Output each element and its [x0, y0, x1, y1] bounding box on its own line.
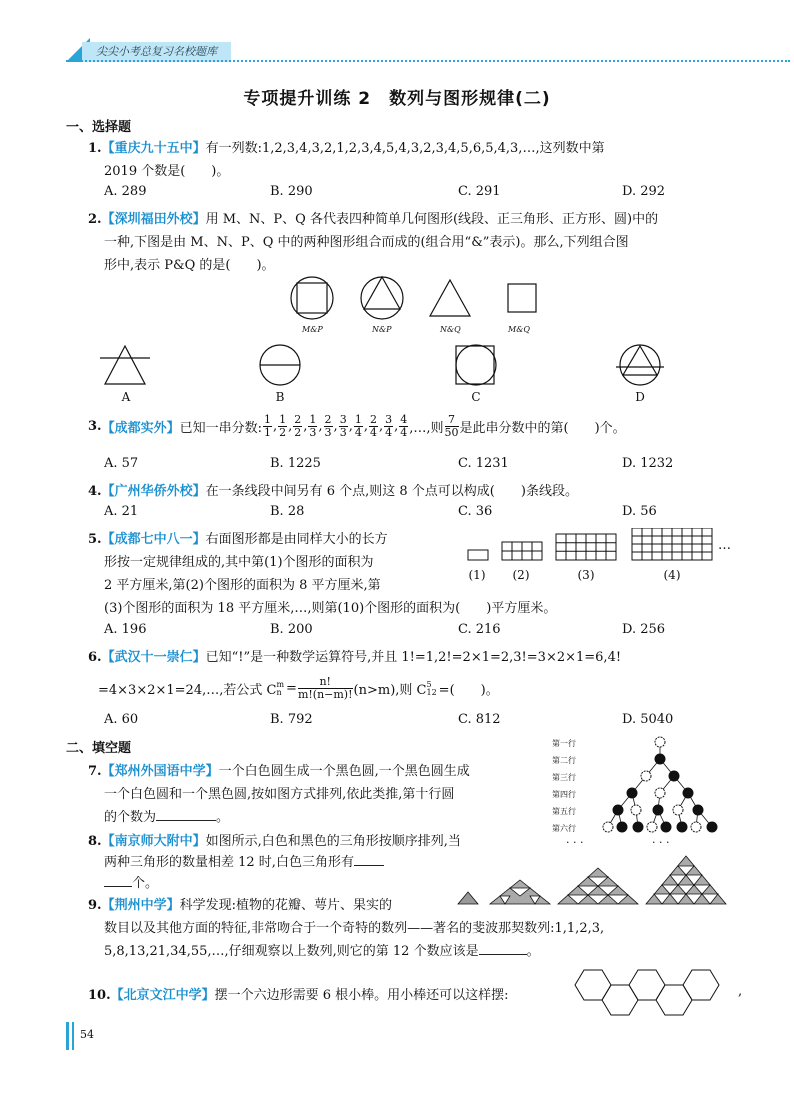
q2-option-d: D: [635, 390, 645, 404]
q6-text2c: =( )。: [438, 683, 499, 698]
triangle-shape: [430, 280, 470, 316]
q7-ellipsis-left: · · ·: [566, 836, 584, 849]
q7-answer-blank[interactable]: [156, 808, 216, 821]
q7-row-3: 第三行: [552, 773, 576, 782]
q10-source: 【北京文江中学】: [110, 988, 215, 1003]
q10-line1: [88, 984, 509, 1003]
q3-source: 【成都实外】: [101, 421, 180, 436]
black-circle: [653, 805, 663, 815]
white-circle: [655, 788, 665, 798]
section-fill-heading: 二、填空题: [66, 741, 132, 756]
q1-option-c: C. 291: [458, 184, 501, 199]
q6-text1: 已知“!”是一种数学运算符号,并且 1!=1,2!=2×1=2,3!=3×2×1=6,4!: [205, 650, 622, 665]
q3-option-c: C. 1231: [458, 456, 509, 471]
fig1-rect: [468, 550, 488, 560]
q1-source: 【重庆九十五中】: [101, 141, 206, 156]
fraction: $\frac{1}{1}$: [263, 413, 271, 439]
q6-option-d: D. 5040: [622, 712, 674, 727]
black-circle: [627, 788, 637, 798]
black-circle: [707, 822, 717, 832]
q7-row-2: 第二行: [552, 756, 576, 765]
black-circle: [661, 822, 671, 832]
fig-m-and-q: [508, 284, 536, 312]
q5-number: 5.: [88, 532, 102, 547]
hexagon: [575, 970, 611, 1000]
q8-line2: [104, 851, 384, 870]
q3-option-d: D. 1232: [622, 456, 674, 471]
square-shape: [508, 284, 536, 312]
q6-option-b: B. 792: [270, 712, 313, 727]
q8-answer-blank-b[interactable]: [104, 874, 132, 887]
white-circle: [647, 822, 657, 832]
fraction: $\frac{2}{2}$: [294, 413, 302, 439]
q6-sub-12: 12: [426, 687, 437, 697]
q5-line1: [88, 528, 388, 547]
q5-option-a: A. 196: [104, 622, 147, 637]
q6-eq: =: [286, 681, 297, 696]
hexagon: [656, 985, 692, 1015]
q8-line1: [88, 830, 461, 849]
hexagon: [602, 985, 638, 1015]
black-circle: [669, 771, 679, 781]
white-circle: [691, 822, 701, 832]
option-c-figure: [456, 345, 496, 385]
q8-end: 个。: [132, 876, 159, 891]
q8-text1: 如图所示,白色和黑色的三角形按顺序排列,当: [205, 834, 461, 849]
q7-text3: 的个数为: [104, 810, 157, 825]
circle-shape: [620, 345, 660, 385]
q2-line2: 一种,下图是由 M、N、P、Q 中的两种图形组合而成的(组合用“&”表示)。那么,下列组合图: [104, 235, 629, 250]
section-choice-heading: 一、选择题: [66, 120, 132, 135]
q2-text1: 用 M、N、P、Q 各代表四种简单几何图形(线段、正三角形、正方形、圆)中的: [205, 212, 659, 227]
q4-number: 4.: [88, 484, 102, 499]
footer-bar: [66, 1022, 69, 1050]
q1-option-d: D. 292: [622, 184, 666, 199]
fraction: $\frac{3}{3}$: [339, 413, 347, 439]
q7-line3: [104, 806, 229, 825]
q4-text1: 在一条线段中间另有 6 个点,则这 8 个点可以构成( )条线段。: [205, 484, 578, 499]
option-b-figure: [260, 345, 300, 385]
fraction: $\frac{4}{4}$: [400, 413, 408, 439]
q10-hexagon-chain: [570, 966, 734, 1020]
q9-line2: 数目以及其他方面的特征,非常吻合于一个奇特的数列——著名的斐波那契数列:1,1,2,3,: [104, 921, 605, 936]
q1-option-b: B. 290: [270, 184, 313, 199]
circle-shape: [361, 277, 403, 319]
fraction: $\frac{1}{3}$: [309, 413, 317, 439]
q5-line4: (3)个图形的面积为 18 平方厘米,…,则第(10)个图形的面积为( )平方厘米。: [104, 601, 557, 616]
q9-text1: 科学发现:植物的花瓣、萼片、果实的: [179, 898, 392, 913]
q1-line1: [88, 137, 605, 156]
q5-option-d: D. 256: [622, 622, 666, 637]
q5-label-4: (4): [663, 568, 681, 582]
q1-text1: 有一列数:1,2,3,4,3,2,1,2,3,4,5,4,3,2,3,4,5,6,5,4,3,…,这列数中第: [205, 141, 605, 156]
q8-line3: [104, 872, 158, 891]
q4-option-b: B. 28: [270, 504, 305, 519]
fraction: $\frac{2}{3}$: [324, 413, 332, 439]
fig-caption-2: N&P: [372, 325, 392, 334]
square-shape: [297, 283, 327, 313]
black-circle: [613, 805, 623, 815]
q5-ellipsis: …: [718, 538, 731, 553]
q2-source: 【深圳福田外校】: [101, 212, 206, 227]
q6-option-c: C. 812: [458, 712, 501, 727]
q7-text1: 一个白色圆生成一个黑色圆,一个黑色圆生成: [218, 764, 470, 779]
q6-sup-5: 5: [426, 679, 432, 689]
q10-number: 10.: [88, 988, 111, 1003]
fraction: $\frac{2}{4}$: [369, 413, 377, 439]
black-circle: [655, 754, 665, 764]
q6-line2: [98, 676, 499, 701]
q6-text2b: (n>m),则 C: [353, 683, 427, 698]
circle-shape: [456, 345, 496, 385]
header-series-title: 尖尖小考总复习名校题库: [82, 42, 231, 62]
q7-end: 。: [216, 810, 230, 825]
q3-option-a: A. 57: [104, 456, 139, 471]
q5-rectangle-figures: [462, 528, 762, 568]
q1-number: 1.: [88, 141, 102, 156]
fraction: $\frac{1}{2}$: [279, 413, 287, 439]
q5-option-c: C. 216: [458, 622, 501, 637]
q2-option-b: B: [275, 390, 285, 404]
q6-line1: [88, 646, 621, 665]
q9-end: 。: [526, 944, 540, 959]
black-circle: [617, 822, 627, 832]
q6-source: 【武汉十一崇仁】: [101, 650, 206, 665]
q3-mid: ,…,则: [409, 421, 444, 436]
q9-answer-blank[interactable]: [479, 942, 527, 955]
q7-row-6: 第六行: [552, 824, 576, 833]
q6-c12-scripts: [426, 681, 436, 697]
black-circle: [693, 805, 703, 815]
q2-option-a: A: [121, 390, 131, 404]
q5-label-3: (3): [577, 568, 595, 582]
q4-option-d: D. 56: [622, 504, 657, 519]
q6-option-a: A. 60: [104, 712, 139, 727]
q8-answer-blank-a[interactable]: [354, 853, 384, 866]
option-d-figure: [616, 345, 664, 385]
q6-c-scripts: [276, 681, 284, 697]
fig-caption-4: M&Q: [508, 325, 530, 334]
q8-text2: 两种三角形的数量相差 12 时,白色三角形有: [104, 855, 354, 870]
hexagon: [683, 970, 719, 1000]
q7-source: 【郑州外国语中学】: [101, 764, 219, 779]
target-fraction: $\frac{7}{50}$: [444, 413, 459, 439]
q5-text1: 右面图形都是由同样大小的长方: [205, 532, 388, 547]
q9-line1: [88, 894, 392, 913]
q2-line3: 形中,表示 P&Q 的是( )。: [104, 258, 275, 273]
q5-label-1: (1): [468, 568, 486, 582]
q2-line1: [88, 208, 658, 227]
q9-number: 9.: [88, 898, 102, 913]
triangle-shape: [105, 346, 145, 384]
q6-sub-n: n: [276, 687, 282, 697]
black-circle: [633, 822, 643, 832]
q8-source: 【南京师大附中】: [101, 834, 206, 849]
header-dotted-rule: [66, 60, 790, 64]
q7-row-1: 第一行: [552, 739, 576, 748]
q9-line3: [104, 940, 540, 959]
fig-m-and-p: [291, 277, 333, 319]
q5-option-b: B. 200: [270, 622, 313, 637]
page-number: 54: [80, 1028, 94, 1041]
q1-line2: 2019 个数是( )。: [104, 164, 230, 179]
q7-row-4: 第四行: [552, 790, 576, 799]
q3-line1: 3. 【成都实外】 已知一串分数: $\frac{1}{1}$ , $\frac{1}{2}$ , $\frac{2}{2}$ , $\frac{1}{3}$ , $\frac{2}{3}$ , $\frac{3}{3}$ , $\frac{1}{4}$ , $\frac{2}{4}$ , $\frac{3}{4}$ , $\frac{4}{4}$ ,…,则 $\frac{7}{50}$ 是此串分数中的第( )个。: [88, 413, 626, 439]
black-circle: [677, 822, 687, 832]
q5-label-2: (2): [512, 568, 530, 582]
page-title: 专项提升训练 2 数列与图形规律(二): [243, 89, 551, 109]
q4-option-c: C. 36: [458, 504, 493, 519]
q2-number: 2.: [88, 212, 102, 227]
white-circle: [673, 805, 683, 815]
q3-option-b: B. 1225: [270, 456, 321, 471]
q6-formula-fraction: $\frac{n!}{m!(n-m)!}$: [297, 675, 353, 701]
black-circle: [683, 788, 693, 798]
fig-caption-1: M&P: [302, 325, 323, 334]
q5-line2: 形按一定规律组成的,其中第(1)个图形的面积为: [104, 555, 374, 570]
q5-source: 【成都七中八一】: [101, 532, 206, 547]
q1-option-a: A. 289: [104, 184, 147, 199]
q3-pre: 已知一串分数:: [179, 421, 262, 436]
q7-row-5: 第五行: [552, 807, 576, 816]
q7-line2: 一个白色圆和一个黑色圆,按如图方式排列,依此类推,第十行圆: [104, 787, 455, 802]
q7-circle-tree: [596, 734, 736, 844]
option-a-figure: [100, 346, 150, 384]
q3-post: 是此串分数中的第( )个。: [459, 421, 626, 436]
q6-sup-m: m: [276, 679, 285, 689]
q7-line1: [88, 760, 470, 779]
white-circle: [641, 771, 651, 781]
q2-answer-figures: [96, 342, 696, 390]
q6-number: 6.: [88, 650, 102, 665]
footer-bar-thin: [72, 1022, 74, 1050]
q9-source: 【荆州中学】: [101, 898, 180, 913]
fig-n-and-q: [430, 280, 470, 316]
q7-number: 7.: [88, 764, 102, 779]
triangle-shape: [623, 346, 657, 375]
q3-number: 3.: [88, 419, 102, 434]
q4-option-a: A. 21: [104, 504, 139, 519]
q4-line1: [88, 480, 578, 499]
q6-text2a: =4×3×2×1=24,…,若公式 C: [98, 683, 277, 698]
q8-triangle-figures: [448, 852, 728, 908]
q4-source: 【广州华侨外校】: [101, 484, 206, 499]
grey-triangle: [458, 892, 478, 904]
q2-option-c: C: [471, 390, 481, 404]
white-circle: [603, 822, 613, 832]
q7-ellipsis-right: · · ·: [652, 836, 670, 849]
hexagon: [629, 970, 665, 1000]
q8-number: 8.: [88, 834, 102, 849]
q9-text3: 5,8,13,21,34,55,…,仔细观察以上数列,则它的第 12 个数应该是: [104, 944, 479, 959]
fraction: $\frac{3}{4}$: [385, 413, 393, 439]
q5-line3: 2 平方厘米,第(2)个图形的面积为 8 平方厘米,第: [104, 578, 381, 593]
q10-text1: 摆一个六边形需要 6 根小棒。用小棒还可以这样摆:: [214, 988, 509, 1003]
fig-caption-3: N&Q: [440, 325, 461, 334]
q10-end: ,: [738, 984, 743, 999]
white-circle: [631, 805, 641, 815]
fig-n-and-p: [361, 277, 403, 319]
fraction: $\frac{1}{4}$: [354, 413, 362, 439]
white-circle: [655, 737, 665, 747]
